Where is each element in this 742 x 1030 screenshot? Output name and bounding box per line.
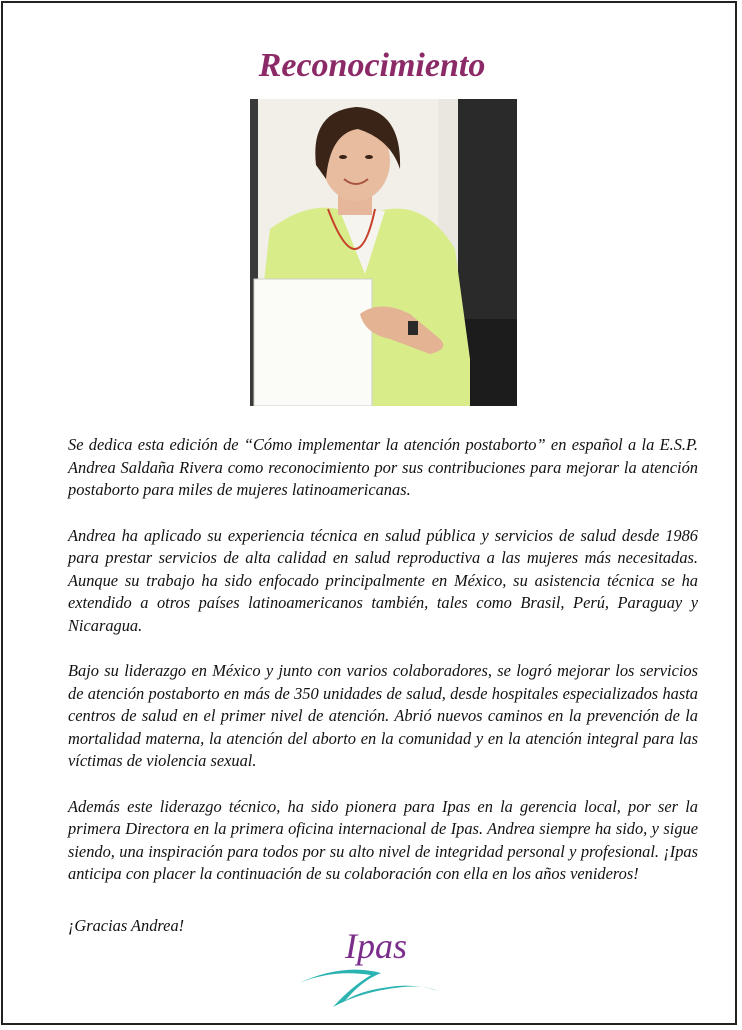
portrait-illustration <box>250 99 517 406</box>
logo-wordmark: Ipas <box>345 926 407 966</box>
ipas-logo <box>293 925 443 1015</box>
page <box>1 1 737 1025</box>
paragraph-3: Bajo su liderazgo en México y junto con varios colaboradores, se logró mejorar los servicios de atención postaborto en más de 350 unidades de salud, desde hospitales especializados hasta centros de salud en el primer nivel de atención. Abrió nuevos caminos en la prevención de la mortalidad materna, la atención del aborto en la comunidad y en la atención integral para las víctimas de violencia sexual. <box>68 661 698 770</box>
paragraph-4: Además este liderazgo técnico, ha sido pionera para Ipas en la gerencia local, por ser la primera Directora en la primera oficina internacional de Ipas. Andrea siempre ha sido, y sigue siendo, una inspiración para todos por su alto nivel de integridad personal y profesional. ¡Ipas anticipa con placer la continuación de su colaboración con ella en los años venideros! <box>68 796 698 883</box>
dedication-text <box>68 434 698 909</box>
closing-text: ¡Gracias Andrea! <box>68 916 185 935</box>
paragraph-2: Andrea ha aplicado su experiencia técnica en salud pública y servicios de salud desde 1986 para prestar servicios de alta calidad en salud reproductiva a las mujeres más necesitadas. Aunque su trabajo ha sido enfocado principalmente en México, su asistencia técnica se ha extendido a otros países latinoamericanos también, tales como Brasil, Perú, Paraguay y Nicaragua. <box>68 525 698 635</box>
portrait-photo <box>250 99 517 406</box>
paragraph-1: Se dedica esta edición de “Cómo implementar la atención postaborto” en español a la E.S.P. Andrea Saldaña Rivera como reconocimiento por sus contribuciones para mejorar la atención postaborto para miles de mujeres latinoamericanas. <box>68 435 698 499</box>
page-title: Reconocimiento <box>258 47 486 84</box>
logo-swoosh-icon <box>293 925 443 1015</box>
